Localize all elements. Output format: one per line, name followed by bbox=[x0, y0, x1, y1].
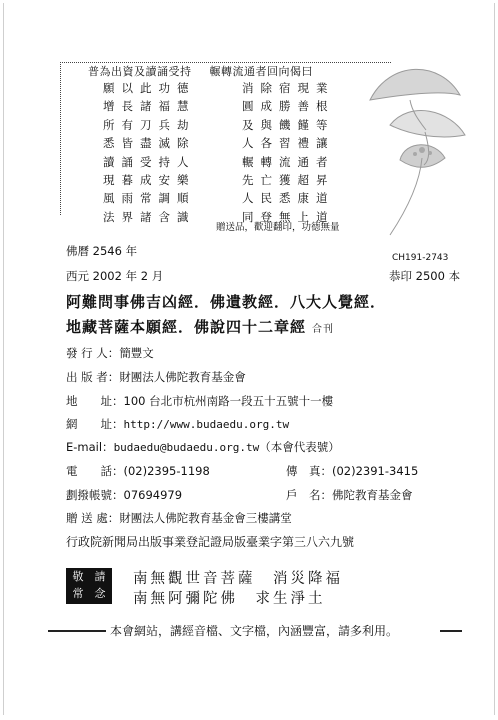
dedication-title bbox=[88, 63, 327, 79]
verse-line: 輾轉流通者 bbox=[242, 154, 335, 169]
seal-char: 請 bbox=[94, 570, 106, 583]
nianfo-line2: 南無阿彌陀佛 求生淨土 bbox=[133, 591, 326, 607]
nianfo-line1: 南無觀世音菩薩 消災降福 bbox=[133, 571, 343, 587]
dedication-title-left: 普為出資及讀誦受持 bbox=[88, 65, 192, 78]
distributor-row bbox=[66, 510, 292, 526]
account-label: 劃撥帳號： bbox=[66, 488, 124, 502]
seal-char: 念 bbox=[94, 587, 106, 600]
western-year: 西元 2002 年 2 月 bbox=[66, 269, 164, 283]
catalog-code: CH191-2743 bbox=[392, 253, 449, 263]
issuer-value: 簡豐文 bbox=[119, 346, 154, 360]
book-title-line1: 阿難問事佛吉凶經．佛遺教經．八大人覺經． bbox=[66, 293, 387, 311]
verse-line: 所有刀兵劫 bbox=[103, 117, 196, 132]
website-label: 網 址： bbox=[66, 417, 124, 431]
seal-char: 敬 bbox=[72, 570, 84, 583]
book-title-text: 地藏菩薩本願經．佛說四十二章經 bbox=[66, 318, 307, 336]
verse-line: 現暮成安樂 bbox=[103, 172, 196, 187]
verse-line: 悉皆盡滅除 bbox=[103, 136, 196, 151]
distributor-value: 財團法人佛陀教育基金會三樓講堂 bbox=[119, 511, 292, 525]
account-value: 07694979 bbox=[123, 488, 183, 502]
distributor-label: 贈 送 處： bbox=[66, 511, 120, 525]
book-title-line2 bbox=[66, 316, 334, 337]
account-row bbox=[66, 487, 182, 503]
print-count: 恭印 2500 本 bbox=[389, 269, 461, 283]
verse-line: 風雨常調順 bbox=[103, 191, 196, 206]
website-link: http://www.budaedu.org.tw bbox=[123, 418, 290, 431]
verse-line: 願以此功德 bbox=[103, 81, 196, 95]
publisher-value: 財團法人佛陀教育基金會 bbox=[119, 370, 246, 384]
dedication-footer: 贈送品，歡迎翻印，功德無量 bbox=[216, 222, 340, 233]
phone-row bbox=[66, 463, 210, 479]
right-rule bbox=[440, 630, 462, 632]
email-value: budaedu@budaedu.org.tw bbox=[113, 441, 260, 454]
verse-line: 同登無上道 bbox=[242, 209, 335, 224]
address-row bbox=[66, 393, 333, 409]
registration-number: 行政院新聞局出版事業登記證局版臺業字第三八六九號 bbox=[66, 535, 355, 549]
verse-left-column bbox=[103, 79, 196, 226]
verse-line: 及與饑饉等 bbox=[242, 117, 335, 132]
lotus-illustration bbox=[330, 40, 480, 240]
website-row bbox=[66, 416, 289, 432]
verse-line: 增長諸福慧 bbox=[103, 99, 196, 114]
website-note: 本會網站，講經音檔、文字檔，內涵豐富，請多利用。 bbox=[110, 624, 399, 638]
verse-line: 法界諸含識 bbox=[103, 209, 196, 224]
phone-value: (02)2395-1198 bbox=[123, 464, 210, 478]
publisher-label: 出 版 者： bbox=[66, 370, 120, 384]
verse-line: 消除宿現業 bbox=[242, 81, 335, 95]
issuer-label: 發 行 人： bbox=[66, 346, 120, 360]
verse-line: 圓成勝善根 bbox=[242, 99, 335, 114]
dedication-title-right: 輾轉流通者回向偈曰 bbox=[209, 65, 313, 78]
fax-row bbox=[286, 463, 418, 479]
email-note: （本會代表號） bbox=[259, 440, 340, 454]
address-label: 地 址： bbox=[66, 394, 124, 408]
email-label: E-mail： bbox=[66, 440, 114, 454]
verse-line: 先亡獲超昇 bbox=[242, 172, 335, 187]
account-name-label: 戶 名： bbox=[286, 488, 332, 502]
book-title-suffix: 合刊 bbox=[312, 324, 335, 335]
account-name-row bbox=[286, 487, 413, 503]
verse-line: 讀誦受持人 bbox=[103, 154, 196, 169]
phone-label: 電 話： bbox=[66, 464, 124, 478]
verse-line: 人民悉康道 bbox=[242, 191, 335, 206]
address-value: 100 台北市杭州南路一段五十五號十一樓 bbox=[123, 394, 334, 408]
account-name-value: 佛陀教育基金會 bbox=[332, 488, 413, 502]
verse-right-column bbox=[242, 79, 335, 226]
fax-label: 傳 真： bbox=[286, 464, 332, 478]
seal-stamp bbox=[66, 568, 112, 604]
fax-value: (02)2391-3415 bbox=[332, 464, 419, 478]
buddhist-year: 佛曆 2546 年 bbox=[66, 244, 138, 258]
issuer-row bbox=[66, 345, 154, 361]
publisher-row bbox=[66, 369, 246, 385]
left-rule bbox=[48, 630, 106, 632]
verse-line: 人各習禮讓 bbox=[242, 136, 335, 151]
seal-char: 常 bbox=[72, 587, 84, 600]
email-row bbox=[66, 439, 340, 455]
